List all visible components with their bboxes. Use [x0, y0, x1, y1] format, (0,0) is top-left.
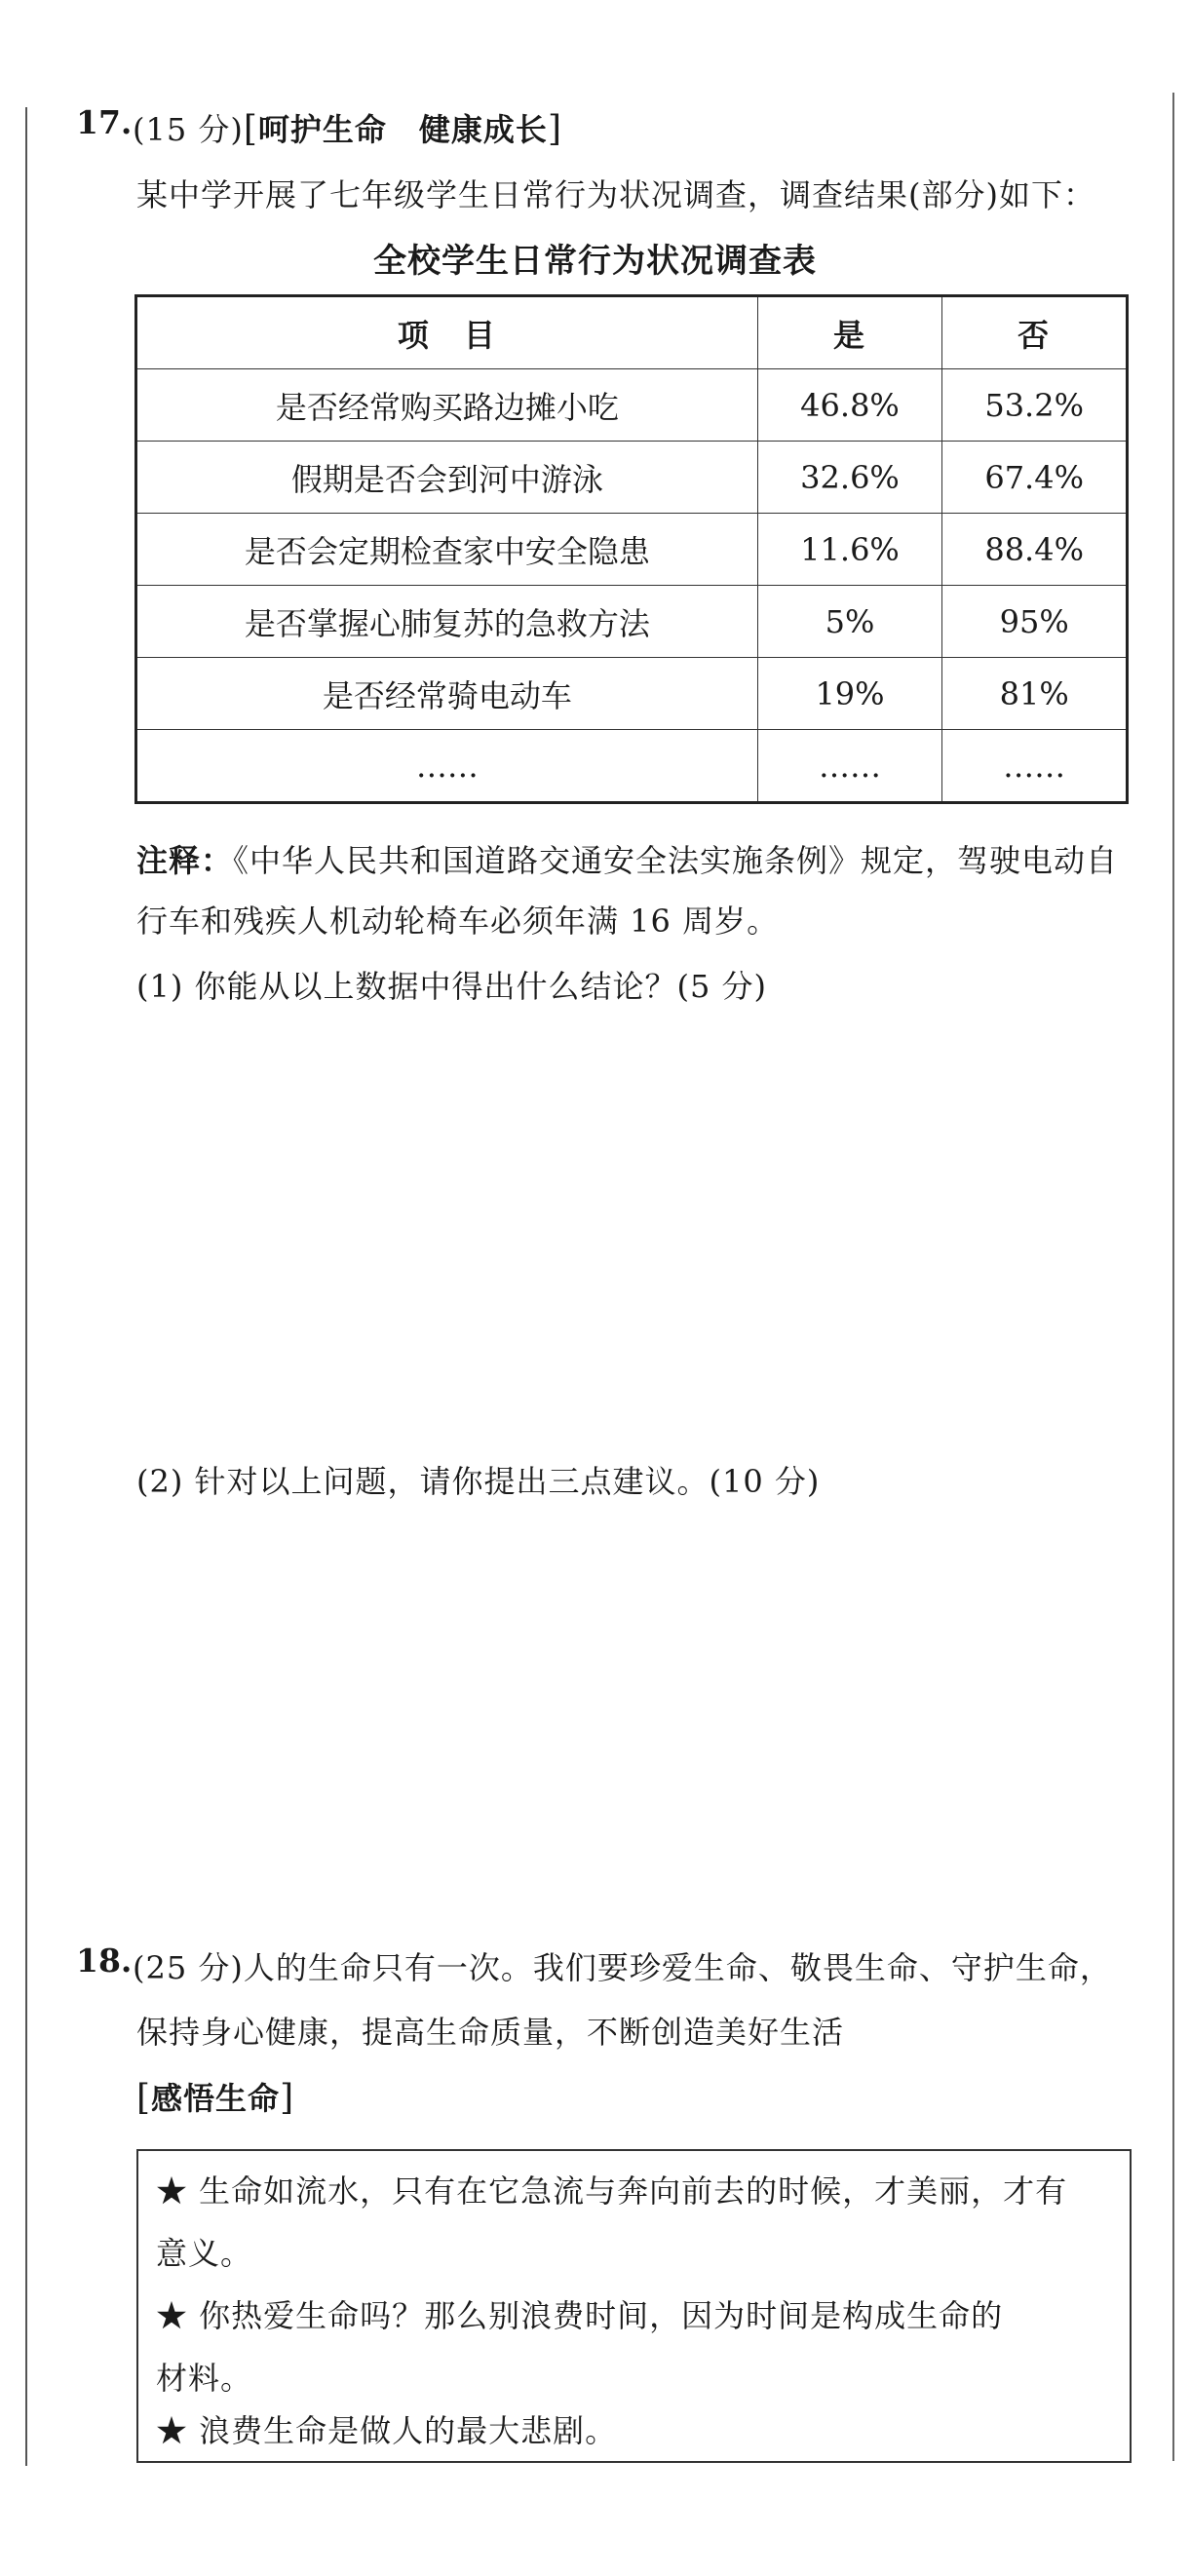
- note-text-1: 《中华人民共和国道路交通安全法实施条例》规定，驾驶电动自: [233, 842, 1119, 879]
- row-item: 是否会定期检查家中安全隐患: [136, 514, 758, 586]
- row-no: 53.2%: [942, 369, 1128, 442]
- question-18-line-1: (25 分)人的生命只有一次。我们要珍爱生命、敬畏生命、守护生命，: [133, 1949, 1112, 1986]
- quote-3-line-1: ★ 浪费生命是做人的最大悲剧。: [156, 2412, 618, 2449]
- row-item: 是否掌握心肺复苏的急救方法: [136, 586, 758, 658]
- close-bracket: ]: [280, 2078, 295, 2118]
- table-row: [136, 730, 1128, 803]
- row-item: 是否经常骑电动车: [136, 658, 758, 730]
- row-yes: 5%: [757, 586, 942, 658]
- subquestion-1: (1) 你能从以上数据中得出什么结论？(5 分): [136, 968, 768, 1005]
- table-row: [136, 442, 1128, 514]
- row-no: 67.4%: [942, 442, 1128, 514]
- row-no: 95%: [942, 586, 1128, 658]
- open-bracket: [: [243, 109, 258, 149]
- table-row: [136, 586, 1128, 658]
- note-line-2: 行车和残疾人机动轮椅车必须年满 16 周岁。: [136, 903, 780, 940]
- row-item: 假期是否会到河中游泳: [136, 442, 758, 514]
- row-yes: 32.6%: [757, 442, 942, 514]
- row-no: 88.4%: [942, 514, 1128, 586]
- quote-1-line-1: ★ 生命如流水，只有在它急流与奔向前去的时候，才美丽，才有: [156, 2172, 1068, 2210]
- question-17-points: (15 分): [133, 111, 244, 148]
- subquestion-2: (2) 针对以上问题，请你提出三点建议。(10 分): [136, 1463, 821, 1500]
- quote-1-line-2: 意义。: [156, 2235, 253, 2272]
- left-margin-rule: [25, 107, 27, 2466]
- question-17-number: 17.: [76, 103, 133, 141]
- row-yes: 19%: [757, 658, 942, 730]
- section-heading: [136, 2074, 294, 2119]
- right-margin-rule: [1172, 93, 1174, 2461]
- table-header-row: [136, 296, 1128, 369]
- row-yes: 11.6%: [757, 514, 942, 586]
- row-item: ……: [136, 730, 758, 803]
- header-item: 项 目: [136, 296, 758, 369]
- note-line-1: [136, 836, 1118, 881]
- open-bracket: [: [136, 2078, 152, 2118]
- header-no: 否: [942, 296, 1128, 369]
- row-no: ……: [942, 730, 1128, 803]
- question-17-header: [133, 105, 562, 150]
- question-17-intro: 某中学开展了七年级学生日常行为状况调查，调查结果(部分)如下：: [136, 176, 1095, 213]
- survey-table: [134, 294, 1129, 804]
- table-row: [136, 369, 1128, 442]
- row-no: 81%: [942, 658, 1128, 730]
- question-18-line-2: 保持身心健康，提高生命质量，不断创造美好生活: [136, 2014, 845, 2051]
- table-row: [136, 514, 1128, 586]
- quotes-box: [136, 2149, 1132, 2463]
- question-17-topic: 呵护生命 健康成长: [257, 111, 548, 148]
- note-label: 注释：: [136, 842, 234, 879]
- header-yes: 是: [757, 296, 942, 369]
- quote-2-line-2: 材料。: [156, 2360, 253, 2397]
- section-label: 感悟生命: [151, 2080, 281, 2117]
- row-yes: 46.8%: [757, 369, 942, 442]
- table-row: [136, 658, 1128, 730]
- row-item: 是否经常购买路边摊小吃: [136, 369, 758, 442]
- question-18-number: 18.: [76, 1942, 133, 1980]
- close-bracket: ]: [547, 109, 562, 149]
- row-yes: ……: [757, 730, 942, 803]
- table-title: 全校学生日常行为状况调查表: [373, 242, 817, 281]
- quote-2-line-1: ★ 你热爱生命吗？那么别浪费时间，因为时间是构成生命的: [156, 2297, 1004, 2334]
